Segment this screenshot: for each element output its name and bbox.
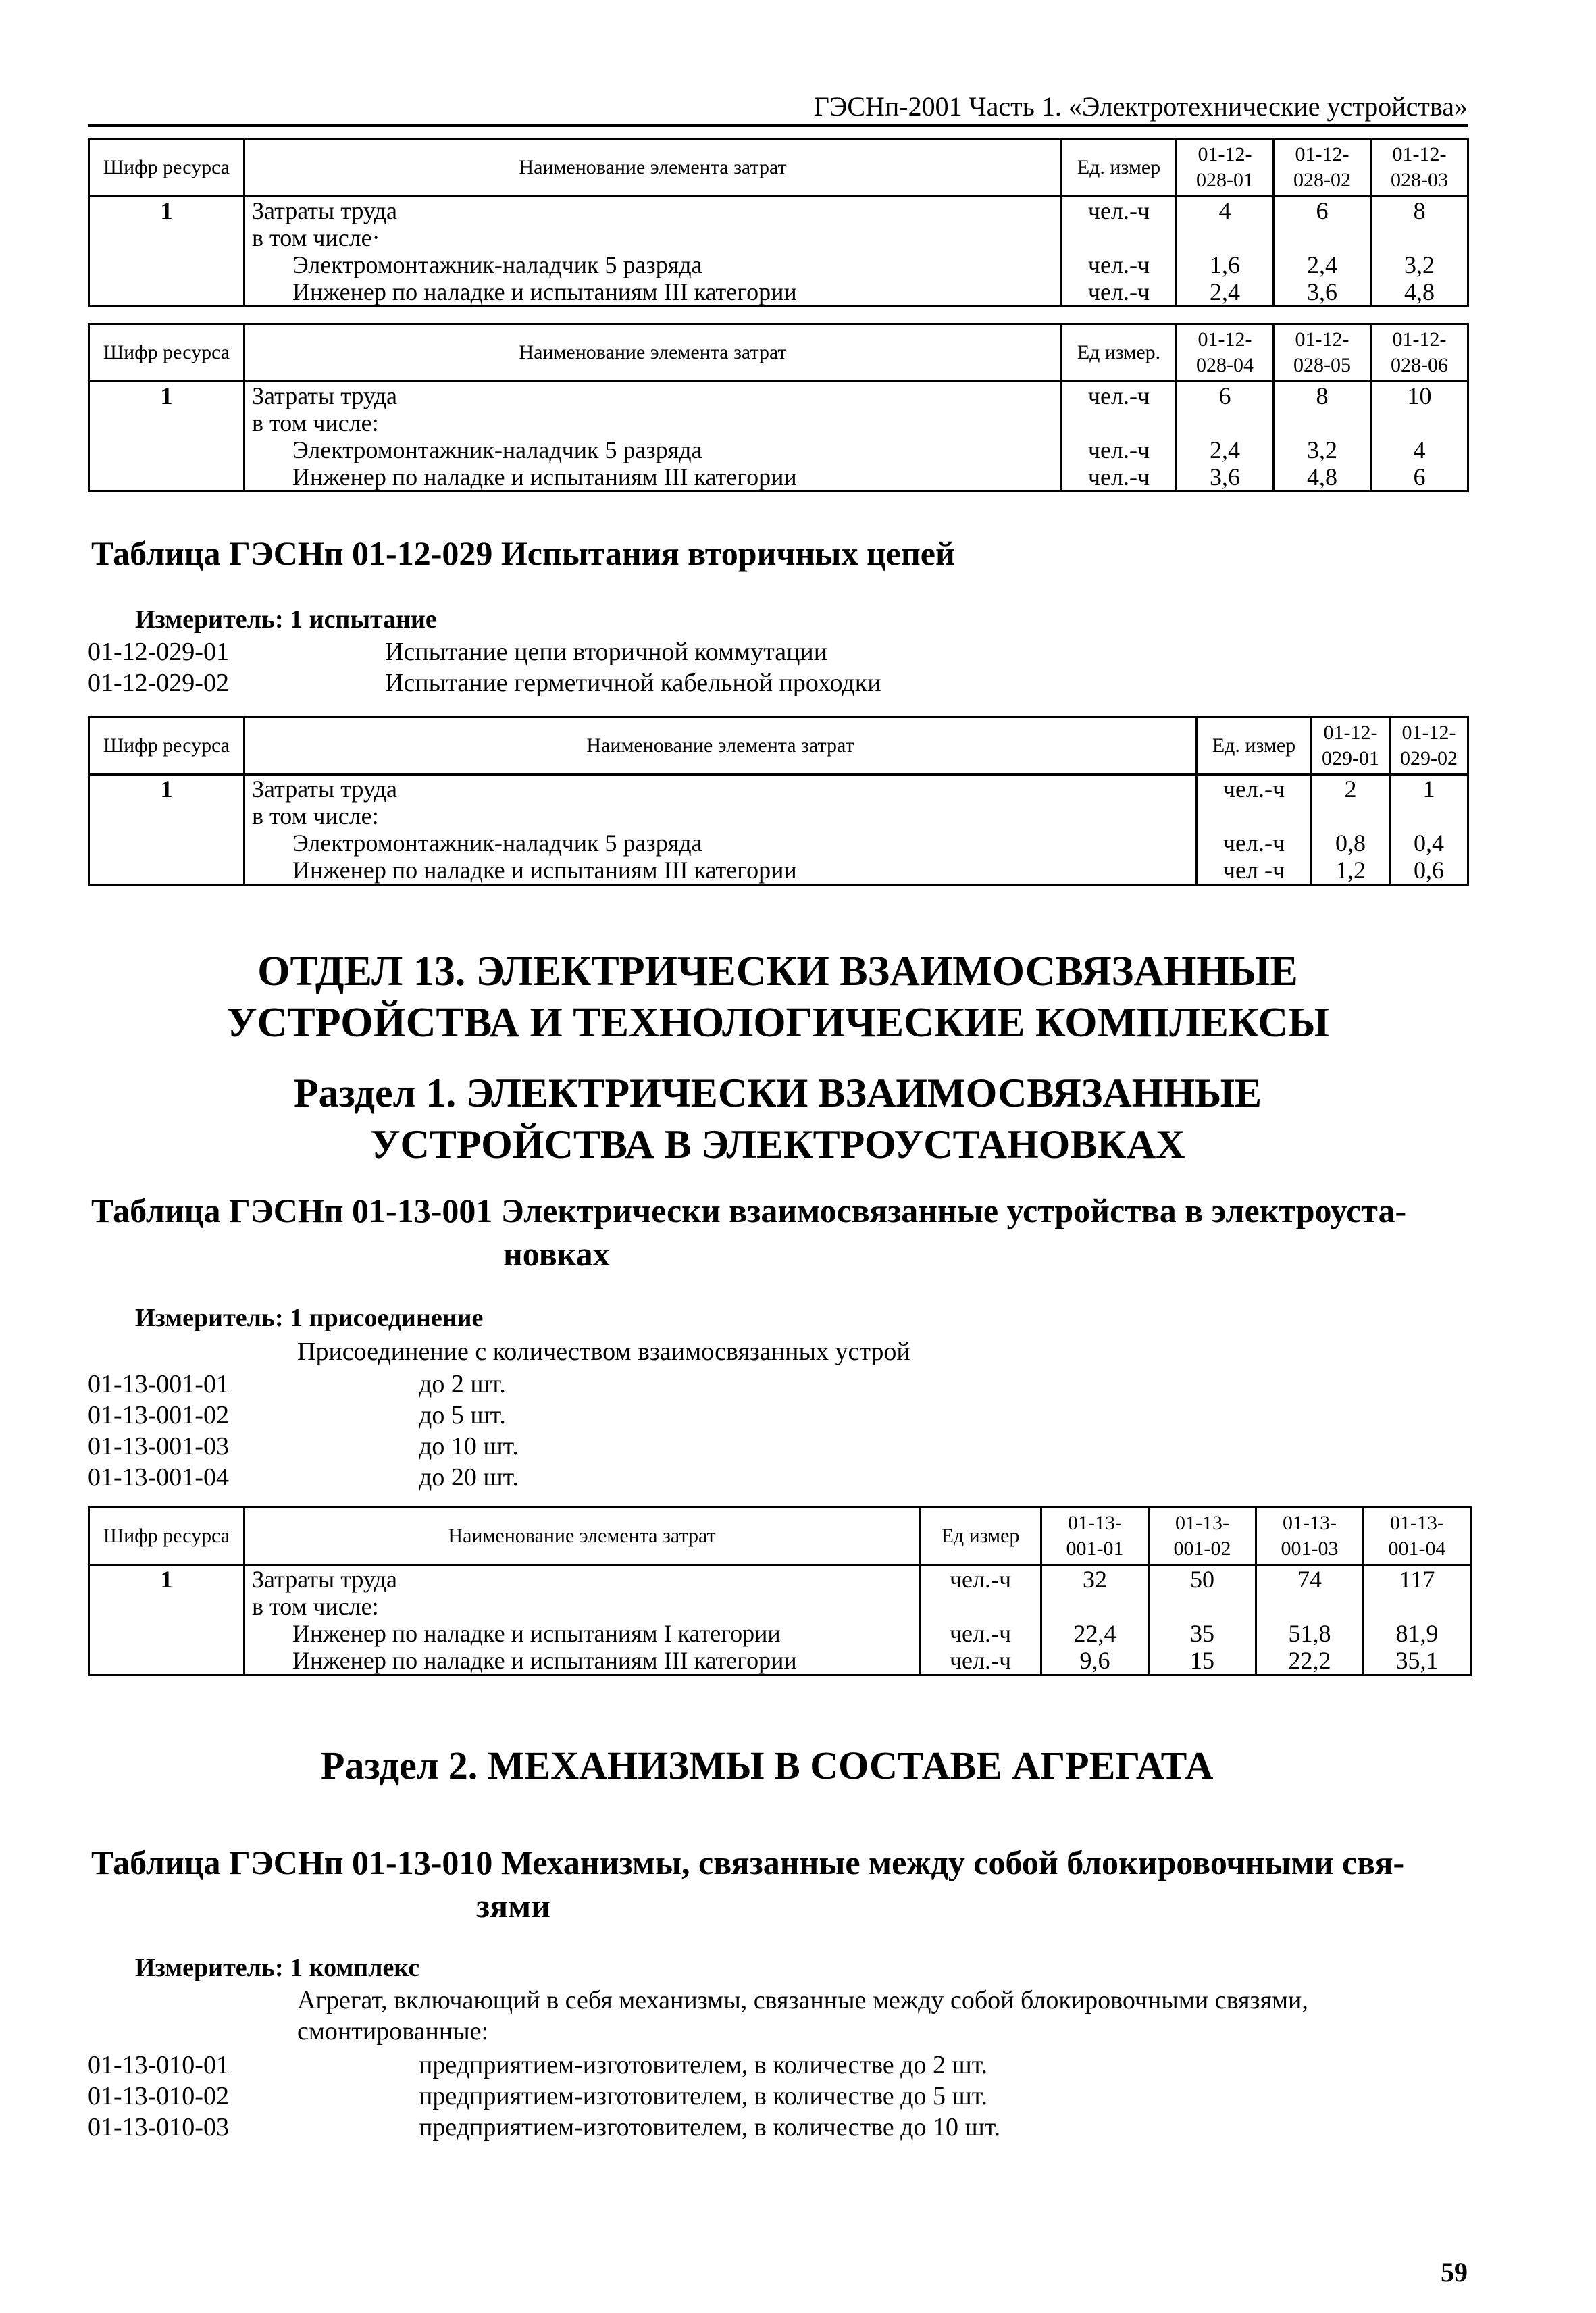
item-text: Испытание герметичной кабельной проходки xyxy=(385,669,881,697)
department-title: ОТДЕЛ 13. ЭЛЕКТРИЧЕСКИ ВЗАИМОСВЯЗАННЫЕ УСТРОЙСТВА И ТЕХНОЛОГИЧЕСКИЕ КОМПЛЕКСЫ xyxy=(226,948,1329,1046)
cell-code xyxy=(89,1647,244,1675)
cell-name: Затраты труда xyxy=(244,197,1062,225)
cell-value: 35 xyxy=(1149,1620,1256,1647)
meter-label: Измеритель: xyxy=(135,605,284,634)
table-029-title: Таблица ГЭСНп 01-12-029 Испытания вторичных цепей xyxy=(91,534,955,572)
cell-unit: чел.-ч xyxy=(920,1565,1041,1594)
cell-code xyxy=(89,278,244,307)
table-header-row xyxy=(89,1508,1471,1565)
title-line-2: новках xyxy=(503,1235,610,1273)
table-01-12-028-part2 xyxy=(88,323,1469,492)
cell-value: 2,4 xyxy=(1177,278,1274,307)
cell-value: 3,2 xyxy=(1371,251,1468,278)
header-norm-code: 01-12- 028-02 xyxy=(1274,139,1371,197)
meter-value: 1 испытание xyxy=(290,605,437,634)
item-text: до 2 шт. xyxy=(419,1370,506,1398)
list-item xyxy=(88,2050,1000,2081)
cell-code xyxy=(89,1593,244,1620)
cell-unit xyxy=(1197,803,1312,830)
cell-value: 6 xyxy=(1371,463,1468,492)
table-row xyxy=(89,251,1468,278)
table-row xyxy=(89,1620,1471,1647)
section-2-title: Раздел 2. МЕХАНИЗМЫ В СОСТАВЕ АГРЕГАТА xyxy=(321,1744,1214,1787)
section-1-title: Раздел 1. ЭЛЕКТРИЧЕСКИ ВЗАИМОСВЯЗАННЫЕ УСТРОЙСТВА В ЭЛЕКТРОУСТАНОВКАХ xyxy=(293,1071,1262,1167)
cell-value: 2,4 xyxy=(1274,251,1371,278)
list-item xyxy=(88,1431,519,1462)
item-text: предприятием-изготовителем, в количестве до 5 шт. xyxy=(419,2082,988,2110)
cell-unit: чел -ч xyxy=(1197,857,1312,885)
cell-value xyxy=(1312,803,1390,830)
cell-name: в том числе: xyxy=(244,1593,920,1620)
table-029-meter xyxy=(135,604,437,635)
item-code: 01-13-001-03 xyxy=(88,1432,229,1460)
table-row xyxy=(89,224,1468,251)
table-row xyxy=(89,382,1468,410)
table-header-row xyxy=(89,717,1468,775)
table-029-items xyxy=(88,636,881,698)
header-norm-code: 01-12- 028-01 xyxy=(1177,139,1274,197)
item-text: предприятием-изготовителем, в количестве до 2 шт. xyxy=(419,2051,988,2079)
table-01-12-028-part1 xyxy=(88,138,1469,307)
item-code: 01-13-010-03 xyxy=(88,2113,229,2141)
table-row xyxy=(89,857,1468,885)
cell-code xyxy=(89,224,244,251)
running-header: ГЭСНп-2001 Часть 1. «Электротехнические устройства» xyxy=(88,89,1468,127)
meter-label: Измеритель: xyxy=(135,1304,284,1332)
item-text: до 20 шт. xyxy=(419,1463,519,1492)
cell-value: 117 xyxy=(1364,1565,1471,1594)
cell-value: 6 xyxy=(1274,197,1371,225)
cell-unit: чел.-ч xyxy=(1062,278,1177,307)
cell-name: Затраты труда xyxy=(244,775,1197,803)
cell-unit: чел.-ч xyxy=(920,1620,1041,1647)
header-name: Наименование элемента затрат xyxy=(244,1508,920,1565)
table-001-meter xyxy=(135,1302,483,1333)
item-text: до 10 шт. xyxy=(419,1432,519,1460)
header-norm-code: 01-12- 028-03 xyxy=(1371,139,1468,197)
cell-name: в том числе: xyxy=(244,803,1197,830)
item-code: 01-13-010-02 xyxy=(88,2082,229,2110)
cell-value xyxy=(1177,224,1274,251)
cell-code xyxy=(89,830,244,857)
cell-value: 4,8 xyxy=(1274,463,1371,492)
cell-unit xyxy=(920,1593,1041,1620)
cell-value: 4,8 xyxy=(1371,278,1468,307)
title-line-1: Таблица ГЭСНп 01-13-001 Электрически взаимосвязанные устройства в электроуста- xyxy=(91,1192,1407,1229)
cell-code xyxy=(89,463,244,492)
item-code: 01-12-029-02 xyxy=(88,669,229,697)
cell-unit: чел.-ч xyxy=(1062,251,1177,278)
item-text: Испытание цепи вторичной коммутации xyxy=(385,638,828,666)
cell-value: 9,6 xyxy=(1041,1647,1149,1675)
table-row xyxy=(89,409,1468,436)
cell-code xyxy=(89,857,244,885)
header-norm-code: 01-12- 028-05 xyxy=(1274,324,1371,382)
cell-value xyxy=(1364,1593,1471,1620)
header-norm-code: 01-13- 001-02 xyxy=(1149,1508,1256,1565)
meter-label: Измеритель: xyxy=(135,1954,284,1982)
cell-value: 22,2 xyxy=(1256,1647,1364,1675)
cell-value: 1,6 xyxy=(1177,251,1274,278)
cell-unit xyxy=(1062,409,1177,436)
table-001-lead: Присоединение с количеством взаимосвязанных устрой xyxy=(297,1338,910,1366)
cell-name: Инженер по наладке и испытаниям III категории xyxy=(244,857,1197,885)
header-norm-code: 01-12- 029-02 xyxy=(1390,717,1468,775)
cell-value xyxy=(1371,224,1468,251)
cell-name: Инженер по наладке и испытаниям III категории xyxy=(244,463,1062,492)
table-row xyxy=(89,803,1468,830)
cell-name: Электромонтажник-наладчик 5 разряда xyxy=(244,830,1197,857)
table-01-12-029 xyxy=(88,716,1469,886)
cell-value: 8 xyxy=(1274,382,1371,410)
table-001-title xyxy=(91,1189,1469,1275)
cell-value xyxy=(1149,1593,1256,1620)
cell-name: Инженер по наладке и испытаниям I категории xyxy=(244,1620,920,1647)
cell-value: 4 xyxy=(1177,197,1274,225)
table-row xyxy=(89,1565,1471,1594)
table-row xyxy=(89,278,1468,307)
cell-unit xyxy=(1062,224,1177,251)
header-unit: Ед. измер xyxy=(1197,717,1312,775)
cell-value xyxy=(1390,803,1468,830)
cell-value: 32 xyxy=(1041,1565,1149,1594)
item-code: 01-13-001-02 xyxy=(88,1401,229,1429)
header-norm-code: 01-13- 001-03 xyxy=(1256,1508,1364,1565)
cell-unit: чел.-ч xyxy=(1062,197,1177,225)
cell-value xyxy=(1256,1593,1364,1620)
list-item xyxy=(88,1462,519,1493)
table-row xyxy=(89,463,1468,492)
cell-value xyxy=(1274,224,1371,251)
title-line-2: зями xyxy=(476,1887,551,1925)
item-code: 01-13-001-04 xyxy=(88,1463,229,1492)
cell-value: 6 xyxy=(1177,382,1274,410)
cell-value: 4 xyxy=(1371,436,1468,463)
table-row xyxy=(89,1593,1471,1620)
cell-value: 22,4 xyxy=(1041,1620,1149,1647)
cell-value: 15 xyxy=(1149,1647,1256,1675)
cell-unit: чел.-ч xyxy=(1062,382,1177,410)
table-header-row xyxy=(89,139,1468,197)
cell-value: 81,9 xyxy=(1364,1620,1471,1647)
item-text: предприятием-изготовителем, в количестве до 10 шт. xyxy=(419,2113,1001,2141)
table-header-row xyxy=(89,324,1468,382)
cell-value: 50 xyxy=(1149,1565,1256,1594)
cell-unit: чел.-ч xyxy=(1062,436,1177,463)
item-code: 01-13-010-01 xyxy=(88,2051,229,2079)
lead-line-1: Агрегат, включающий в себя механизмы, связанные между собой блокировочными связями, xyxy=(297,1986,1308,2014)
table-001-items xyxy=(88,1369,519,1493)
table-01-13-001 xyxy=(88,1506,1472,1676)
cell-name: в том числе· xyxy=(244,224,1062,251)
cell-unit: чел.-ч xyxy=(1062,463,1177,492)
header-norm-code: 01-12- 028-04 xyxy=(1177,324,1274,382)
cell-value: 10 xyxy=(1371,382,1468,410)
cell-value: 51,8 xyxy=(1256,1620,1364,1647)
cell-name: Инженер по наладке и испытаниям III категории xyxy=(244,278,1062,307)
table-row xyxy=(89,775,1468,803)
header-name: Наименование элемента затрат xyxy=(244,139,1062,197)
list-item xyxy=(88,2081,1000,2112)
header-name: Наименование элемента затрат xyxy=(244,324,1062,382)
table-010-meter xyxy=(135,1952,419,1983)
header-norm-code: 01-12- 029-01 xyxy=(1312,717,1390,775)
cell-name: Электромонтажник-наладчик 5 разряда xyxy=(244,436,1062,463)
cell-code: 1 xyxy=(89,1565,244,1594)
cell-name: в том числе: xyxy=(244,409,1062,436)
item-text: до 5 шт. xyxy=(419,1401,506,1429)
header-unit: Ед. измер xyxy=(1062,139,1177,197)
cell-value: 0,8 xyxy=(1312,830,1390,857)
table-010-title xyxy=(91,1841,1469,1927)
cell-code: 1 xyxy=(89,197,244,225)
cell-name: Затраты труда xyxy=(244,382,1062,410)
table-010-items xyxy=(88,2050,1000,2143)
title-line-1: Таблица ГЭСНп 01-13-010 Механизмы, связанные между собой блокировочными свя- xyxy=(91,1844,1405,1881)
cell-value xyxy=(1177,409,1274,436)
meter-value: 1 присоединение xyxy=(290,1304,484,1332)
header-code: Шифр ресурса xyxy=(89,324,244,382)
list-item xyxy=(88,1400,519,1431)
page-number: 59 xyxy=(1441,2257,1468,2287)
cell-value: 3,6 xyxy=(1177,463,1274,492)
cell-name: Затраты труда xyxy=(244,1565,920,1594)
header-name: Наименование элемента затрат xyxy=(244,717,1197,775)
cell-value xyxy=(1371,409,1468,436)
cell-value xyxy=(1041,1593,1149,1620)
cell-value: 1 xyxy=(1390,775,1468,803)
cell-code xyxy=(89,803,244,830)
table-row xyxy=(89,436,1468,463)
cell-unit: чел.-ч xyxy=(1197,775,1312,803)
table-010-lead xyxy=(297,1985,1472,2047)
table-row xyxy=(89,197,1468,225)
table-row xyxy=(89,830,1468,857)
cell-value: 74 xyxy=(1256,1565,1364,1594)
list-item xyxy=(88,1369,519,1400)
cell-value: 3,6 xyxy=(1274,278,1371,307)
cell-value: 2 xyxy=(1312,775,1390,803)
cell-code xyxy=(89,251,244,278)
header-code: Шифр ресурса xyxy=(89,1508,244,1565)
cell-value: 8 xyxy=(1371,197,1468,225)
cell-name: Электромонтажник-наладчик 5 разряда xyxy=(244,251,1062,278)
cell-value: 1,2 xyxy=(1312,857,1390,885)
list-item xyxy=(88,2112,1000,2143)
item-code: 01-13-001-01 xyxy=(88,1370,229,1398)
cell-code xyxy=(89,1620,244,1647)
header-code: Шифр ресурса xyxy=(89,139,244,197)
cell-code: 1 xyxy=(89,775,244,803)
lead-line-2: смонтированные: xyxy=(297,2017,489,2045)
cell-unit: чел.-ч xyxy=(1197,830,1312,857)
cell-value: 0,6 xyxy=(1390,857,1468,885)
header-code: Шифр ресурса xyxy=(89,717,244,775)
list-item xyxy=(88,636,881,667)
header-unit: Ед измер. xyxy=(1062,324,1177,382)
cell-value: 0,4 xyxy=(1390,830,1468,857)
header-norm-code: 01-13- 001-01 xyxy=(1041,1508,1149,1565)
cell-code xyxy=(89,409,244,436)
cell-name: Инженер по наладке и испытаниям III категории xyxy=(244,1647,920,1675)
cell-code xyxy=(89,436,244,463)
list-item xyxy=(88,667,881,698)
header-norm-code: 01-13- 001-04 xyxy=(1364,1508,1471,1565)
cell-value: 3,2 xyxy=(1274,436,1371,463)
item-code: 01-12-029-01 xyxy=(88,638,229,666)
cell-code: 1 xyxy=(89,382,244,410)
cell-value: 35,1 xyxy=(1364,1647,1471,1675)
cell-value: 2,4 xyxy=(1177,436,1274,463)
header-norm-code: 01-12- 028-06 xyxy=(1371,324,1468,382)
meter-value: 1 комплекс xyxy=(290,1954,420,1982)
table-row xyxy=(89,1647,1471,1675)
cell-unit: чел.-ч xyxy=(920,1647,1041,1675)
header-unit: Ед измер xyxy=(920,1508,1041,1565)
cell-value xyxy=(1274,409,1371,436)
